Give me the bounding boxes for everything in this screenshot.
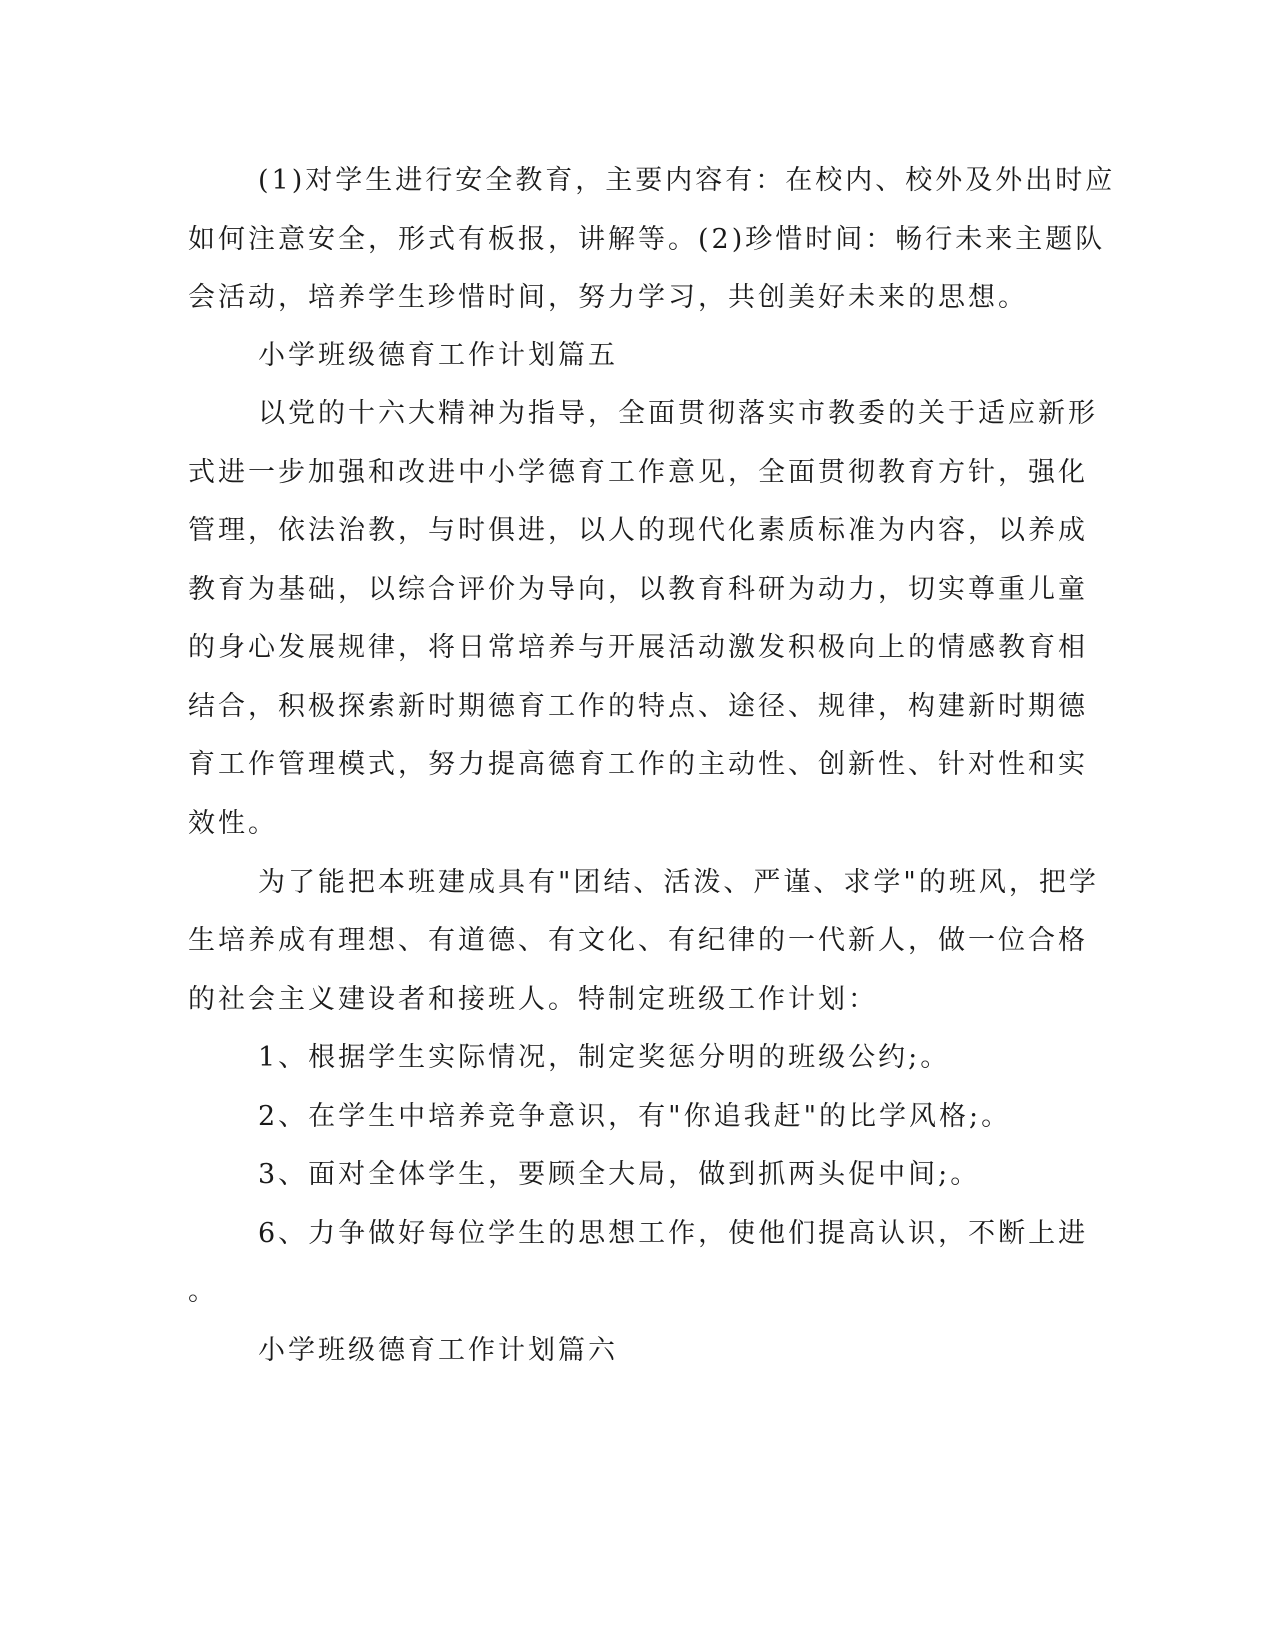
list-item: 1、根据学生实际情况，制定奖惩分明的班级公约;。	[258, 1042, 951, 1073]
paragraph-line: 育工作管理模式，努力提高德育工作的主动性、创新性、针对性和实	[188, 749, 1088, 780]
list-item: 6、力争做好每位学生的思想工作，使他们提高认识，不断上进	[258, 1218, 1089, 1249]
section-heading: 小学班级德育工作计划篇六	[258, 1335, 618, 1366]
paragraph-line: 如何注意安全，形式有板报，讲解等。(2)珍惜时间：畅行未来主题队	[188, 224, 1106, 255]
section-heading: 小学班级德育工作计划篇五	[258, 340, 618, 371]
paragraph-line: 管理，依法治教，与时俱进，以人的现代化素质标准为内容，以养成	[188, 515, 1088, 546]
paragraph-line: 。	[188, 1276, 218, 1307]
paragraph-line: 生培养成有理想、有道德、有文化、有纪律的一代新人，做一位合格	[188, 925, 1088, 956]
paragraph-line: 式进一步加强和改进中小学德育工作意见，全面贯彻教育方针，强化	[188, 457, 1088, 488]
paragraph-line: 为了能把本班建成具有"团结、活泼、严谨、求学"的班风，把学	[258, 867, 1099, 898]
paragraph-line: 结合，积极探索新时期德育工作的特点、途径、规律，构建新时期德	[188, 691, 1088, 722]
paragraph-line: 的身心发展规律，将日常培养与开展活动激发积极向上的情感教育相	[188, 632, 1088, 663]
paragraph-line: (1)对学生进行安全教育，主要内容有：在校内、校外及外出时应	[258, 165, 1116, 196]
list-item: 2、在学生中培养竞争意识，有"你追我赶"的比学风格;。	[258, 1101, 1012, 1132]
paragraph-line: 以党的十六大精神为指导，全面贯彻落实市教委的关于适应新形	[258, 398, 1098, 429]
paragraph-line: 教育为基础，以综合评价为导向，以教育科研为动力，切实尊重儿童	[188, 574, 1088, 605]
list-item: 3、面对全体学生，要顾全大局，做到抓两头促中间;。	[258, 1159, 981, 1190]
paragraph-line: 效性。	[188, 808, 278, 839]
paragraph-line: 会活动，培养学生珍惜时间，努力学习，共创美好未来的思想。	[188, 282, 1028, 313]
paragraph-line: 的社会主义建设者和接班人。特制定班级工作计划：	[188, 984, 878, 1015]
